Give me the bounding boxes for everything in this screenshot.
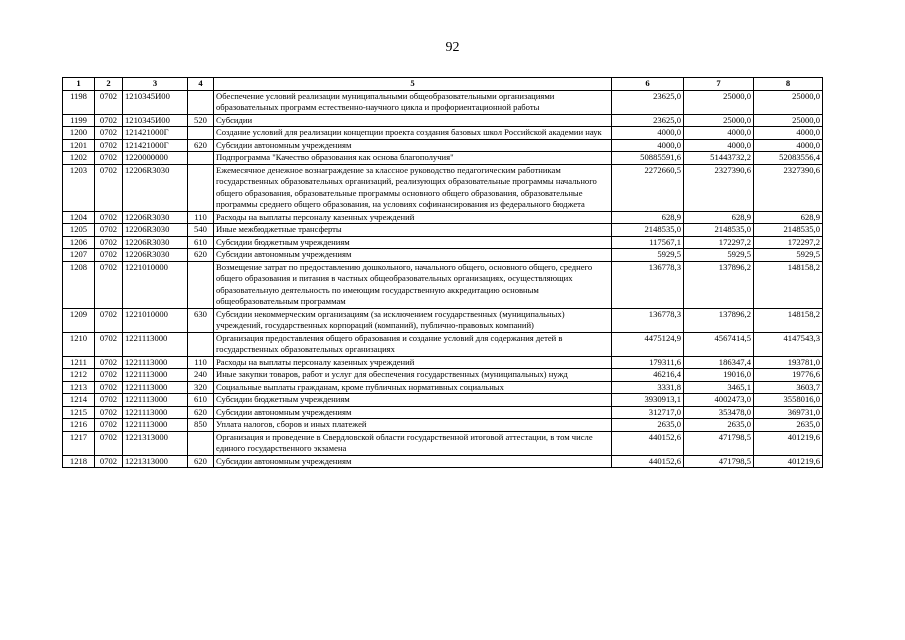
header-col-1: 1 <box>63 78 95 91</box>
amount-col-7: 186347,4 <box>684 356 754 369</box>
page-number: 92 <box>445 40 460 55</box>
amount-col-6: 5929,5 <box>612 249 684 262</box>
table-row <box>63 152 823 165</box>
amount-col-8: 4000,0 <box>754 127 823 140</box>
section-code: 0702 <box>95 261 123 308</box>
amount-col-7: 3465,1 <box>684 381 754 394</box>
amount-col-7: 19016,0 <box>684 369 754 382</box>
row-number: 1218 <box>63 455 95 468</box>
row-number: 1212 <box>63 369 95 382</box>
table-body <box>63 90 823 468</box>
expense-type: 620 <box>188 249 214 262</box>
item-name: Подпрограмма "Качество образования как основа благополучия" <box>214 152 612 165</box>
expense-type: 110 <box>188 356 214 369</box>
amount-col-6: 23625,0 <box>612 90 684 114</box>
amount-col-7: 4567414,5 <box>684 332 754 356</box>
section-code: 0702 <box>95 249 123 262</box>
row-number: 1213 <box>63 381 95 394</box>
table-row <box>63 164 823 211</box>
table-row <box>63 381 823 394</box>
amount-col-8: 19776,6 <box>754 369 823 382</box>
expense-type: 540 <box>188 224 214 237</box>
amount-col-6: 2272660,5 <box>612 164 684 211</box>
item-name: Иные межбюджетные трансферты <box>214 224 612 237</box>
row-number: 1202 <box>63 152 95 165</box>
expense-type <box>188 164 214 211</box>
amount-col-8: 25000,0 <box>754 90 823 114</box>
row-number: 1200 <box>63 127 95 140</box>
header-row <box>63 78 823 91</box>
amount-col-6: 136778,3 <box>612 308 684 332</box>
amount-col-7: 5929,5 <box>684 249 754 262</box>
expense-type: 110 <box>188 211 214 224</box>
table-row <box>63 308 823 332</box>
amount-col-6: 4000,0 <box>612 139 684 152</box>
target-code: 12206R3030 <box>123 164 188 211</box>
expense-type <box>188 261 214 308</box>
target-code: 12206R3030 <box>123 211 188 224</box>
amount-col-7: 471798,5 <box>684 455 754 468</box>
amount-col-8: 2148535,0 <box>754 224 823 237</box>
item-name: Субсидии бюджетным учреждениям <box>214 236 612 249</box>
amount-col-6: 628,9 <box>612 211 684 224</box>
section-code: 0702 <box>95 164 123 211</box>
amount-col-7: 4000,0 <box>684 127 754 140</box>
section-code: 0702 <box>95 369 123 382</box>
section-code: 0702 <box>95 431 123 455</box>
item-name: Ежемесячное денежное вознаграждение за классное руководство педагогическим работникам государственных образовательных организаций, реализующих образовательные программы начального общего образования, образовательные программы основного общего образования, образовательные программы среднего общего образования, на условиях софинансирования из федерального бюджета <box>214 164 612 211</box>
item-name: Субсидии автономным учреждениям <box>214 139 612 152</box>
amount-col-6: 4000,0 <box>612 127 684 140</box>
section-code: 0702 <box>95 224 123 237</box>
target-code: 12206R3030 <box>123 224 188 237</box>
amount-col-7: 2635,0 <box>684 419 754 432</box>
amount-col-6: 136778,3 <box>612 261 684 308</box>
row-number: 1204 <box>63 211 95 224</box>
row-number: 1216 <box>63 419 95 432</box>
expense-type <box>188 127 214 140</box>
expense-type: 610 <box>188 394 214 407</box>
table-row <box>63 224 823 237</box>
amount-col-6: 117567,1 <box>612 236 684 249</box>
row-number: 1215 <box>63 406 95 419</box>
amount-col-8: 2635,0 <box>754 419 823 432</box>
amount-col-6: 440152,6 <box>612 431 684 455</box>
amount-col-7: 25000,0 <box>684 90 754 114</box>
amount-col-6: 50885591,6 <box>612 152 684 165</box>
row-number: 1205 <box>63 224 95 237</box>
target-code: 1221313000 <box>123 455 188 468</box>
section-code: 0702 <box>95 381 123 394</box>
amount-col-7: 137896,2 <box>684 261 754 308</box>
expense-type: 620 <box>188 455 214 468</box>
amount-col-8: 52083556,4 <box>754 152 823 165</box>
amount-col-7: 137896,2 <box>684 308 754 332</box>
section-code: 0702 <box>95 211 123 224</box>
item-name: Субсидии автономным учреждениям <box>214 406 612 419</box>
amount-col-7: 471798,5 <box>684 431 754 455</box>
item-name: Субсидии автономным учреждениям <box>214 455 612 468</box>
section-code: 0702 <box>95 394 123 407</box>
item-name: Иные закупки товаров, работ и услуг для обеспечения государственных (муниципальных) нужд <box>214 369 612 382</box>
target-code: 1221113000 <box>123 369 188 382</box>
expense-type: 630 <box>188 308 214 332</box>
amount-col-8: 148158,2 <box>754 261 823 308</box>
item-name: Организация предоставления общего образования и создание условий для содержания детей в государственных образовательных организациях <box>214 332 612 356</box>
expense-type <box>188 332 214 356</box>
amount-col-7: 172297,2 <box>684 236 754 249</box>
amount-col-8: 3603,7 <box>754 381 823 394</box>
target-code: 1221313000 <box>123 431 188 455</box>
section-code: 0702 <box>95 236 123 249</box>
target-code: 1221113000 <box>123 419 188 432</box>
target-code: 12206R3030 <box>123 249 188 262</box>
target-code: 1220000000 <box>123 152 188 165</box>
table-row <box>63 249 823 262</box>
amount-col-6: 2635,0 <box>612 419 684 432</box>
table-row <box>63 455 823 468</box>
section-code: 0702 <box>95 332 123 356</box>
amount-col-8: 25000,0 <box>754 114 823 127</box>
amount-col-6: 2148535,0 <box>612 224 684 237</box>
section-code: 0702 <box>95 139 123 152</box>
section-code: 0702 <box>95 90 123 114</box>
amount-col-8: 401219,6 <box>754 431 823 455</box>
row-number: 1209 <box>63 308 95 332</box>
row-number: 1210 <box>63 332 95 356</box>
amount-col-6: 23625,0 <box>612 114 684 127</box>
item-name: Обеспечение условий реализации муниципальными общеобразовательными организациями образовательных программ естественно-научного цикла и профориентационной работы <box>214 90 612 114</box>
item-name: Возмещение затрат по предоставлению дошкольного, начального общего, основного общего, среднего общего образования и питания в частных общеобразовательных организациях, осуществляющих образовательную деятельность по имеющим государственную аккредитацию основным общеобразовательным программам <box>214 261 612 308</box>
row-number: 1199 <box>63 114 95 127</box>
section-code: 0702 <box>95 114 123 127</box>
target-code: 1210345И00 <box>123 90 188 114</box>
budget-table <box>62 77 823 468</box>
table-row <box>63 261 823 308</box>
expense-type: 240 <box>188 369 214 382</box>
expense-type: 520 <box>188 114 214 127</box>
item-name: Социальные выплаты гражданам, кроме публичных нормативных социальных <box>214 381 612 394</box>
item-name: Уплата налогов, сборов и иных платежей <box>214 419 612 432</box>
target-code: 1221113000 <box>123 332 188 356</box>
header-col-2: 2 <box>95 78 123 91</box>
row-number: 1203 <box>63 164 95 211</box>
amount-col-8: 3558016,0 <box>754 394 823 407</box>
amount-col-7: 2148535,0 <box>684 224 754 237</box>
expense-type: 620 <box>188 139 214 152</box>
header-col-6: 6 <box>612 78 684 91</box>
amount-col-6: 4475124,9 <box>612 332 684 356</box>
row-number: 1206 <box>63 236 95 249</box>
section-code: 0702 <box>95 356 123 369</box>
table-row <box>63 332 823 356</box>
table-row <box>63 356 823 369</box>
header-col-4: 4 <box>188 78 214 91</box>
target-code: 1221010000 <box>123 308 188 332</box>
header-col-5: 5 <box>214 78 612 91</box>
amount-col-8: 148158,2 <box>754 308 823 332</box>
table-row <box>63 139 823 152</box>
target-code: 1221113000 <box>123 356 188 369</box>
item-name: Расходы на выплаты персоналу казенных учреждений <box>214 211 612 224</box>
target-code: 121421000Г <box>123 127 188 140</box>
amount-col-7: 51443732,2 <box>684 152 754 165</box>
expense-type <box>188 152 214 165</box>
header-col-8: 8 <box>754 78 823 91</box>
amount-col-8: 2327390,6 <box>754 164 823 211</box>
amount-col-8: 369731,0 <box>754 406 823 419</box>
amount-col-6: 179311,6 <box>612 356 684 369</box>
expense-type: 620 <box>188 406 214 419</box>
target-code: 1221113000 <box>123 406 188 419</box>
amount-col-8: 401219,6 <box>754 455 823 468</box>
target-code: 1221010000 <box>123 261 188 308</box>
row-number: 1207 <box>63 249 95 262</box>
row-number: 1214 <box>63 394 95 407</box>
item-name: Создание условий для реализации концепции проекта создания базовых школ Российской академии наук <box>214 127 612 140</box>
row-number: 1217 <box>63 431 95 455</box>
item-name: Субсидии бюджетным учреждениям <box>214 394 612 407</box>
amount-col-8: 628,9 <box>754 211 823 224</box>
row-number: 1201 <box>63 139 95 152</box>
target-code: 1221113000 <box>123 394 188 407</box>
amount-col-6: 46216,4 <box>612 369 684 382</box>
amount-col-8: 4147543,3 <box>754 332 823 356</box>
expense-type <box>188 90 214 114</box>
table-row <box>63 211 823 224</box>
section-code: 0702 <box>95 419 123 432</box>
section-code: 0702 <box>95 127 123 140</box>
section-code: 0702 <box>95 308 123 332</box>
item-name: Расходы на выплаты персоналу казенных учреждений <box>214 356 612 369</box>
amount-col-8: 172297,2 <box>754 236 823 249</box>
expense-type <box>188 431 214 455</box>
amount-col-7: 4002473,0 <box>684 394 754 407</box>
table-row <box>63 90 823 114</box>
amount-col-8: 5929,5 <box>754 249 823 262</box>
amount-col-7: 4000,0 <box>684 139 754 152</box>
item-name: Субсидии <box>214 114 612 127</box>
table-row <box>63 369 823 382</box>
item-name: Субсидии автономным учреждениям <box>214 249 612 262</box>
target-code: 12206R3030 <box>123 236 188 249</box>
header-col-3: 3 <box>123 78 188 91</box>
target-code: 1221113000 <box>123 381 188 394</box>
table-row <box>63 236 823 249</box>
row-number: 1198 <box>63 90 95 114</box>
expense-type: 850 <box>188 419 214 432</box>
item-name: Субсидии некоммерческим организациям (за исключением государственных (муниципальных) учреждений, государственных корпораций (компаний), публично-правовых компаний) <box>214 308 612 332</box>
section-code: 0702 <box>95 455 123 468</box>
amount-col-6: 312717,0 <box>612 406 684 419</box>
row-number: 1211 <box>63 356 95 369</box>
amount-col-7: 2327390,6 <box>684 164 754 211</box>
table-row <box>63 419 823 432</box>
table-row <box>63 114 823 127</box>
table-row <box>63 406 823 419</box>
amount-col-6: 440152,6 <box>612 455 684 468</box>
amount-col-7: 25000,0 <box>684 114 754 127</box>
amount-col-7: 353478,0 <box>684 406 754 419</box>
header-col-7: 7 <box>684 78 754 91</box>
amount-col-8: 4000,0 <box>754 139 823 152</box>
expense-type: 610 <box>188 236 214 249</box>
amount-col-7: 628,9 <box>684 211 754 224</box>
table-row <box>63 127 823 140</box>
table-row <box>63 394 823 407</box>
target-code: 1210345И00 <box>123 114 188 127</box>
amount-col-6: 3930913,1 <box>612 394 684 407</box>
row-number: 1208 <box>63 261 95 308</box>
expense-type: 320 <box>188 381 214 394</box>
target-code: 121421000Г <box>123 139 188 152</box>
table-row <box>63 431 823 455</box>
amount-col-6: 3331,8 <box>612 381 684 394</box>
section-code: 0702 <box>95 152 123 165</box>
item-name: Организация и проведение в Свердловской области государственной итоговой аттестации, в том числе единого государственного экзамена <box>214 431 612 455</box>
section-code: 0702 <box>95 406 123 419</box>
amount-col-8: 193781,0 <box>754 356 823 369</box>
